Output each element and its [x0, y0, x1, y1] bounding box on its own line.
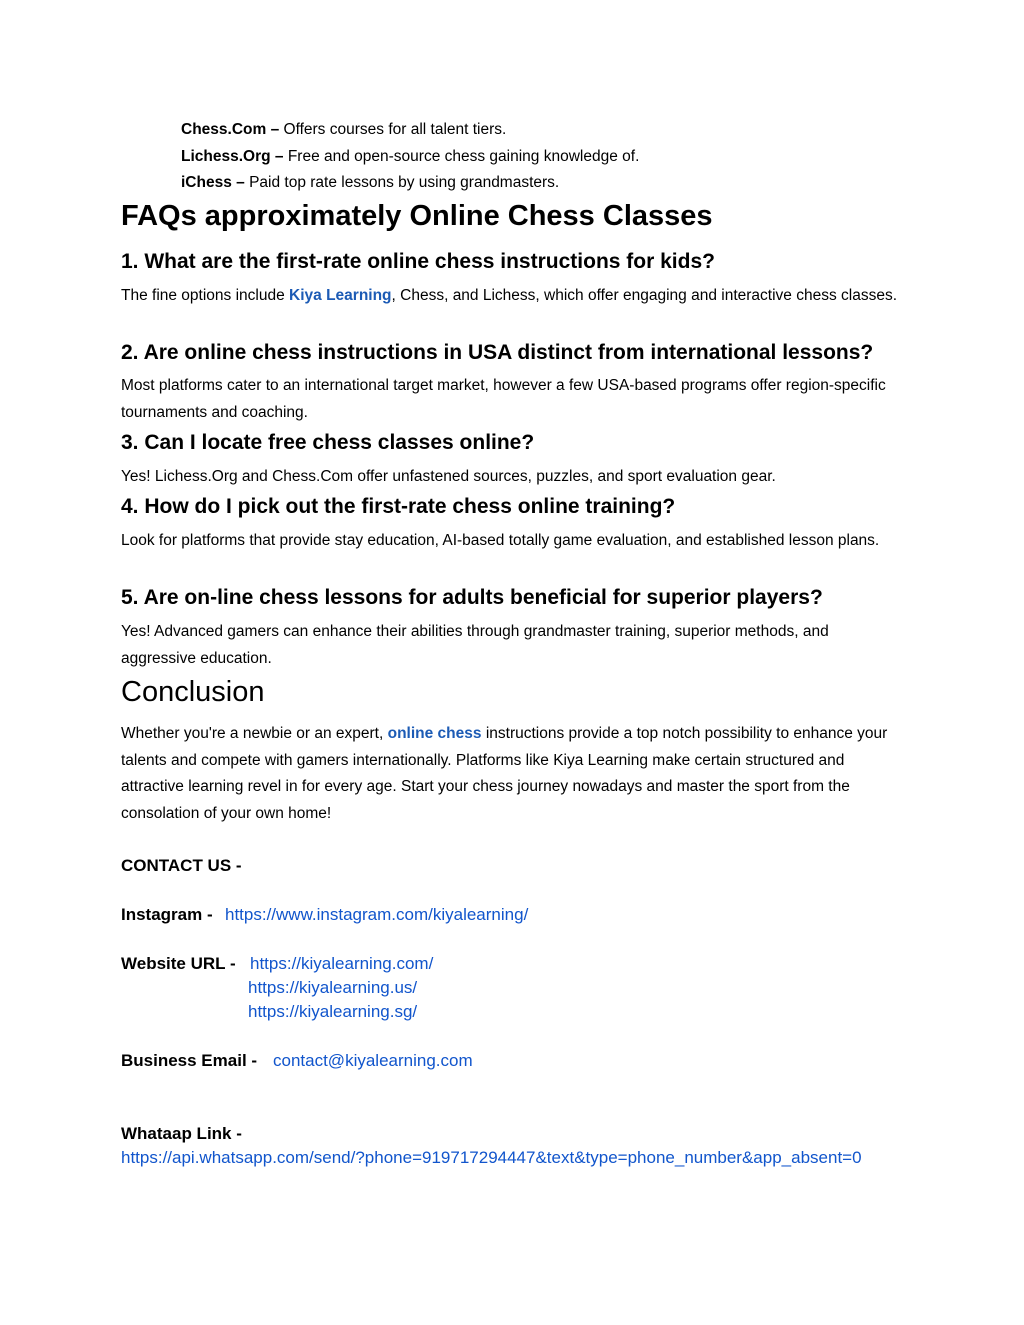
business-email-link[interactable]: contact@kiyalearning.com — [273, 1051, 473, 1070]
list-item-desc: Paid top rate lessons by using grandmasters. — [244, 174, 560, 191]
list-item — [181, 147, 639, 167]
faq-question-3: 3. Can I locate free chess classes online? — [121, 431, 535, 454]
faq-question-5: 5. Are on-line chess lessons for adults beneficial for superior players? — [121, 586, 823, 609]
faq-answer-1 — [121, 283, 906, 310]
list-item — [181, 120, 506, 140]
website-link-sg[interactable]: https://kiyalearning.sg/ — [248, 1002, 418, 1021]
list-item-name: iChess – — [181, 174, 245, 191]
answer-text: , Chess, and Lichess, which offer engaging and interactive chess classes. — [391, 287, 897, 304]
whatsapp-label: Whataap Link - — [121, 1124, 242, 1143]
faq-heading: FAQs approximately Online Chess Classes — [121, 200, 713, 232]
conclusion-text: instructions provide a top notch possibility to enhance your talents and compete with gamers internationally. Platforms like Kiya Learning make certain structured and attractive learning revel in for every age. Start your chess journey nowadays and master the sport from the consolation of your own home! — [121, 725, 888, 822]
list-item-desc: Free and open-source chess gaining knowledge of. — [283, 148, 640, 165]
kiya-learning-link[interactable]: Kiya Learning — [289, 287, 392, 304]
instagram-link[interactable]: https://www.instagram.com/kiyalearning/ — [225, 905, 529, 924]
conclusion-heading: Conclusion — [121, 676, 265, 708]
contact-heading: CONTACT US - — [121, 856, 242, 875]
faq-question-4: 4. How do I pick out the first-rate chess online training? — [121, 495, 676, 518]
faq-answer-3: Yes! Lichess.Org and Chess.Com offer unfastened sources, puzzles, and sport evaluation gear. — [121, 468, 776, 485]
website-link-us[interactable]: https://kiyalearning.us/ — [248, 978, 418, 997]
list-item-desc: Offers courses for all talent tiers. — [279, 121, 507, 138]
website-link-com[interactable]: https://kiyalearning.com/ — [250, 954, 434, 973]
whatsapp-link[interactable]: https://api.whatsapp.com/send/?phone=919717294447&text&type=phone_number&app_absent=0 — [121, 1148, 862, 1167]
online-chess-link[interactable]: online chess — [387, 725, 482, 742]
faq-question-2: 2. Are online chess instructions in USA distinct from international lessons? — [121, 341, 874, 364]
answer-text: The fine options include — [121, 287, 290, 304]
faq-question-1: 1. What are the first-rate online chess instructions for kids? — [121, 250, 715, 273]
website-label: Website URL - — [121, 954, 236, 973]
faq-answer-5: Yes! Advanced gamers can enhance their abilities through grandmaster training, superior methods, and aggressive education. — [121, 623, 829, 667]
list-item-name: Chess.Com – — [181, 121, 280, 138]
conclusion-text: Whether you're a newbie or an expert, — [121, 725, 388, 742]
faq-answer-4: Look for platforms that provide stay education, AI-based totally game evaluation, and established lesson plans. — [121, 532, 880, 549]
list-item-name: Lichess.Org – — [181, 148, 284, 165]
conclusion-paragraph — [121, 721, 906, 827]
list-item — [181, 173, 559, 193]
instagram-label: Instagram - — [121, 905, 213, 924]
business-email-label: Business Email - — [121, 1051, 258, 1070]
faq-answer-2: Most platforms cater to an international target market, however a few USA-based programs offer region-specific tournaments and coaching. — [121, 377, 886, 421]
